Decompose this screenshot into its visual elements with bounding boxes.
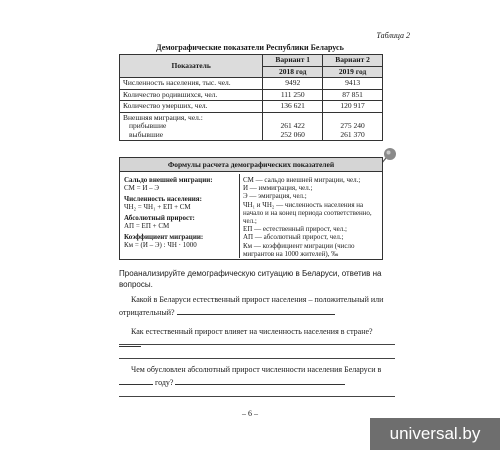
table-row-migration bbox=[120, 112, 383, 141]
table-row bbox=[120, 89, 383, 101]
question-3 bbox=[119, 364, 395, 389]
formula-label: Численность населения: bbox=[124, 195, 202, 203]
formula-list bbox=[124, 176, 236, 252]
answer-line[interactable] bbox=[119, 358, 395, 359]
legend-list bbox=[243, 176, 381, 258]
formula-expression: СМ = И – Э bbox=[124, 184, 160, 192]
formula-divider bbox=[239, 174, 240, 258]
formula-item bbox=[124, 233, 236, 249]
header-variant-1: Вариант 1 bbox=[263, 55, 323, 67]
row-value: 111 250 bbox=[263, 89, 323, 101]
table-caption: Таблица 2 bbox=[376, 31, 410, 40]
header-year-2: 2019 год bbox=[323, 66, 383, 78]
formula-title: Формулы расчета демографических показателей bbox=[120, 158, 382, 172]
answer-line[interactable] bbox=[119, 338, 141, 347]
watermark-banner: universal.by bbox=[370, 418, 500, 450]
demographic-table bbox=[119, 54, 383, 141]
legend-item: И — иммиграция, чел.; bbox=[243, 184, 313, 193]
header-variant-2: Вариант 2 bbox=[323, 55, 383, 67]
row-label bbox=[120, 112, 263, 141]
table-row bbox=[120, 101, 383, 113]
question-2 bbox=[119, 326, 395, 351]
formula-expression: Км = (И – Э) : ЧН · 1000 bbox=[124, 241, 197, 249]
formula-item bbox=[124, 176, 236, 192]
row-value: 136 621 bbox=[263, 101, 323, 113]
legend-item: СМ — сальдо внешней миграции, чел.; bbox=[243, 176, 361, 184]
answer-line[interactable] bbox=[119, 344, 395, 345]
row-value: 120 917 bbox=[323, 101, 383, 113]
formula-item bbox=[124, 214, 236, 230]
task-instruction: Проанализируйте демографическую ситуацию в Беларуси, ответив на вопросы. bbox=[119, 269, 382, 289]
legend-item: Э — эмиграция, чел.; bbox=[243, 192, 307, 201]
answer-line[interactable] bbox=[175, 376, 345, 385]
table-row bbox=[120, 78, 383, 90]
header-indicator: Показатель bbox=[120, 55, 263, 78]
row-value: 9413 bbox=[323, 78, 383, 90]
formula-box bbox=[119, 157, 383, 260]
legend-item: АП — абсолютный прирост, чел.; bbox=[243, 233, 344, 242]
row-value bbox=[323, 112, 383, 141]
year-blank[interactable] bbox=[119, 376, 153, 385]
formula-expression: АП = ЕП + СМ bbox=[124, 222, 170, 230]
row-label: Количество родившихся, чел. bbox=[120, 89, 263, 101]
answer-line[interactable] bbox=[177, 306, 335, 315]
formula-expression: ЧН₂ = ЧН₁ + ЕП + СМ bbox=[124, 203, 191, 211]
answer-line[interactable] bbox=[119, 396, 395, 397]
migration-out-v1: 252 060 bbox=[280, 129, 305, 139]
legend-item: ЕП — естественный прирост, чел.; bbox=[243, 225, 347, 234]
question-text-year-post: году? bbox=[155, 378, 174, 387]
table-title: Демографические показатели Республики Беларусь bbox=[156, 43, 344, 52]
legend-item: ЧН₁ и ЧН₂ — численность населения на начало и на конец периода соответственно, чел.; bbox=[243, 200, 372, 226]
migration-in-v2: 275 240 bbox=[340, 121, 365, 130]
row-value: 87 851 bbox=[323, 89, 383, 101]
row-label: Количество умерших, чел. bbox=[120, 101, 263, 113]
question-text: Как естественный прирост влияет на численность населения в стране? bbox=[131, 327, 373, 336]
row-value bbox=[263, 112, 323, 141]
question-1 bbox=[119, 294, 395, 319]
formula-label: Абсолютный прирост: bbox=[124, 214, 195, 222]
migration-out-label: выбывшие bbox=[129, 129, 164, 139]
formula-label: Сальдо внешней миграции: bbox=[124, 176, 213, 184]
row-label: Численность населения, тыс. чел. bbox=[120, 78, 263, 90]
migration-in-v1: 261 422 bbox=[280, 121, 305, 130]
migration-label: Внешняя миграция, чел.: bbox=[123, 112, 203, 122]
header-year-1: 2018 год bbox=[263, 66, 323, 78]
migration-out-v2: 261 370 bbox=[340, 129, 365, 139]
question-text-year-pre: в bbox=[377, 365, 382, 374]
question-text: Чем обусловлен абсолютный прирост численности населения Беларуси bbox=[131, 365, 376, 374]
question-text: Какой в Беларуси естественный прирост населения – положительный или отрицательный? bbox=[119, 295, 384, 317]
page-number: – 6 – bbox=[242, 409, 258, 418]
migration-in-label: прибывшие bbox=[129, 121, 167, 130]
row-value: 9492 bbox=[263, 78, 323, 90]
legend-item: Км — коэффициент миграции (число мигрантов на 1000 жителей), ‰ bbox=[243, 241, 355, 258]
formula-label: Коэффициент миграции: bbox=[124, 233, 204, 241]
formula-item bbox=[124, 195, 236, 211]
